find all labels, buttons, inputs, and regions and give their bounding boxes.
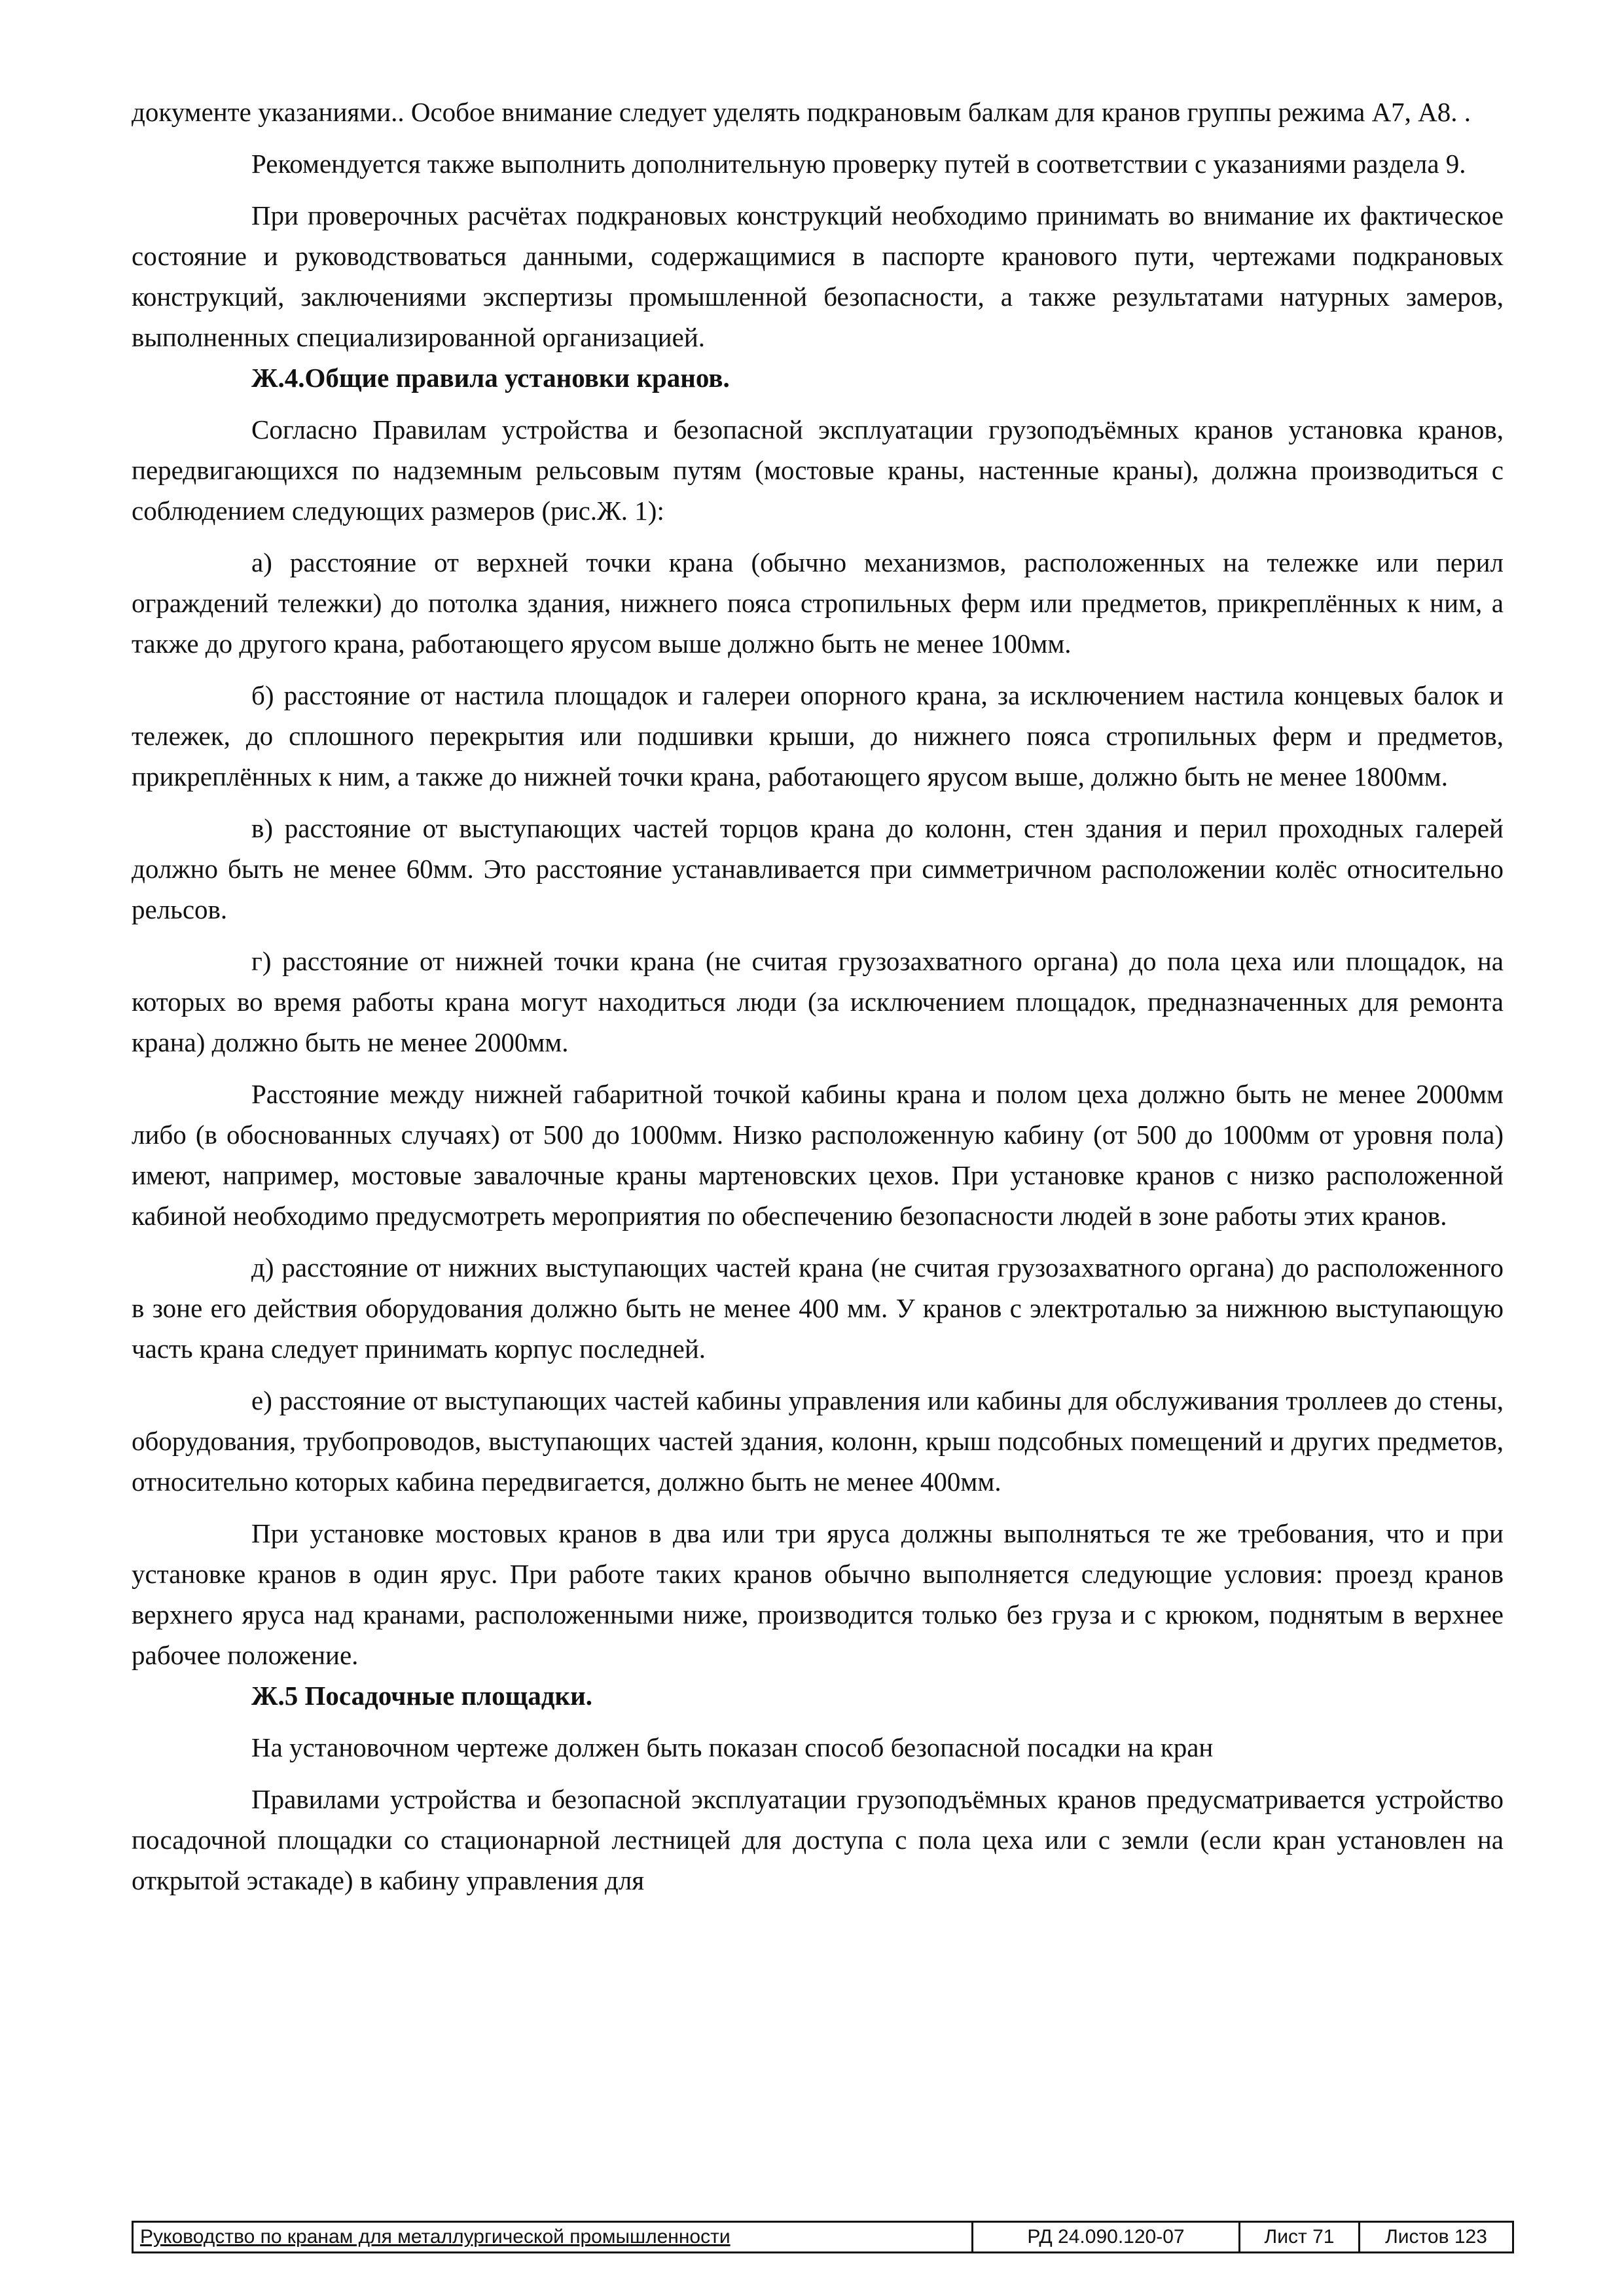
footer-doc-code: РД 24.090.120-07: [973, 2223, 1240, 2251]
paragraph: При проверочных расчётах подкрановых конструкций необходимо принимать во внимание их фактическое состояние и руководствоваться данными, содержащимися в паспорте кранового пути, чертежами подкрановых конструкций, заключениями экспертизы промышленной безопасности, а также результатами натурных замеров, выполненных специализированной организацией.: [132, 200, 1504, 352]
footer-sheet-count: Листов 123: [1385, 2226, 1487, 2248]
footer-title: Руководство по кранам для металлургической промышленности: [134, 2223, 973, 2251]
document-body: [132, 92, 1504, 1901]
list-item: д) расстояние от нижних выступающих частей крана (не считая грузозахватного органа) до расположенного в зоне его действия оборудования должно быть не менее 400 мм. У кранов с электроталью за нижнюю выступающую часть крана следует принимать корпус последней.: [132, 1252, 1504, 1364]
footer-stamp: [132, 2221, 1514, 2253]
paragraph: Правилами устройства и безопасной эксплуатации грузоподъёмных кранов предусматривается устройство посадочной площадки со стационарной лестницей для доступа с пола цеха или с земли (если кран установлен на открытой эстакаде) в кабину управления для: [132, 1784, 1504, 1895]
list-item: е) расстояние от выступающих частей кабины управления или кабины для обслуживания троллеев до стены, оборудования, трубопроводов, выступающих частей здания, колонн, крыш подсобных помещений и других предметов, относительно которых кабина передвигается, должно быть не менее 400мм.: [132, 1385, 1504, 1497]
list-item: в) расстояние от выступающих частей торцов крана до колонн, стен здания и перил проходных галерей должно быть не менее 60мм. Это расстояние устанавливается при симметричном расположении колёс относительно рельсов.: [132, 813, 1504, 924]
section-heading: Ж.4.Общие правила установки кранов.: [251, 363, 730, 393]
footer-sheet-number: Лист 71: [1240, 2223, 1360, 2251]
paragraph: Рекомендуется также выполнить дополнительную проверку путей в соответствии с указаниями раздела 9.: [251, 149, 1466, 179]
section-heading: Ж.5 Посадочные площадки.: [251, 1681, 592, 1711]
paragraph: Согласно Правилам устройства и безопасной эксплуатации грузоподъёмных кранов установка кранов, передвигающихся по надземным рельсовым путям (мостовые краны, настенные краны), должна производиться с соблюдением следующих размеров (рис.Ж. 1):: [132, 414, 1504, 526]
paragraph: документе указаниями.. Особое внимание следует уделять подкрановым балкам для кранов группы режима А7, А8. .: [132, 97, 1471, 127]
paragraph: Расстояние между нижней габаритной точкой кабины крана и полом цеха должно быть не менее 2000мм либо (в обоснованных случаях) от 500 до 1000мм. Низко расположенную кабину (от 500 до 1000мм от уровня пола) имеют, например, мостовые завалочные краны мартеновских цехов. При установке кранов с низко расположенной кабиной необходимо предусмотреть мероприятия по обеспечению безопасности людей в зоне работы этих кранов.: [132, 1079, 1504, 1231]
paragraph: На установочном чертеже должен быть показан способ безопасной посадки на кран: [251, 1732, 1214, 1762]
paragraph: При установке мостовых кранов в два или три яруса должны выполняться те же требования, что и при установке кранов в один ярус. При работе таких кранов обычно выполняется следующие условия: проезд кранов верхнего яруса над кранами, расположенными ниже, производится только без груза и с крюком, поднятым в верхнее рабочее положение.: [132, 1518, 1504, 1670]
list-item: а) расстояние от верхней точки крана (обычно механизмов, расположенных на тележке или перил ограждений тележки) до потолка здания, нижнего пояса стропильных ферм или предметов, прикреплённых к ним, а также до другого крана, работающего ярусом выше должно быть не менее 100мм.: [132, 547, 1504, 659]
list-item: б) расстояние от настила площадок и галереи опорного крана, за исключением настила концевых балок и тележек, до сплошного перекрытия или подшивки крыши, до нижнего пояса стропильных ферм и предметов, прикреплённых к ним, а также до нижней точки крана, работающего ярусом выше, должно быть не менее 1800мм.: [132, 680, 1504, 792]
list-item: г) расстояние от нижней точки крана (не считая грузозахватного органа) до пола цеха или площадок, на которых во время работы крана могут находиться люди (за исключением площадок, предназначенных для ремонта крана) должно быть не менее 2000мм.: [132, 946, 1504, 1057]
